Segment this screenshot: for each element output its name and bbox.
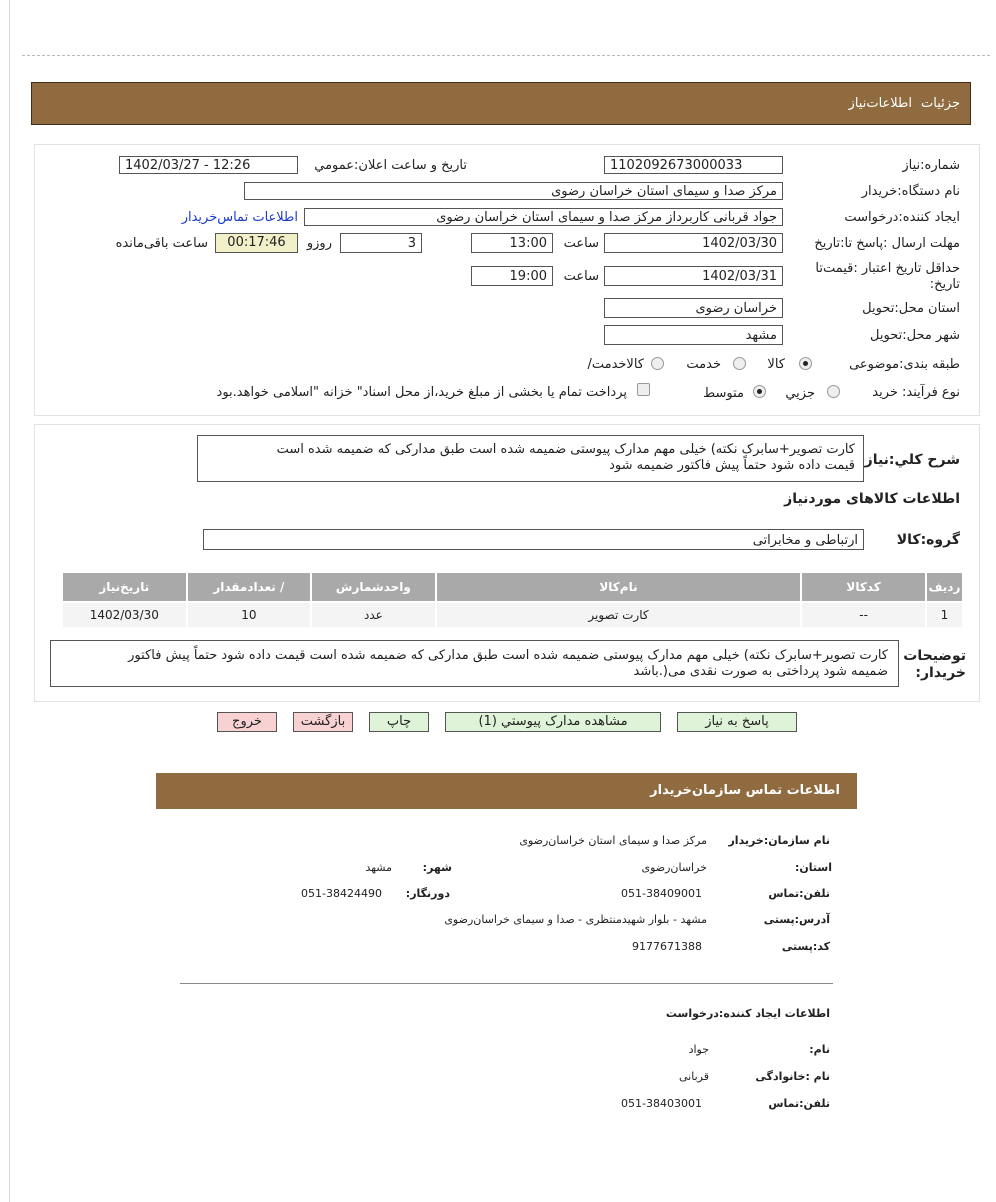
cell-date: 1402/03/30: [63, 603, 186, 627]
remaining-time-field: 00:17:46: [215, 233, 298, 253]
price-validity-label: حداقل تاریخ اعتبار :قیمت‌تا: [815, 261, 960, 276]
goods-group-label: گروه:کالا: [896, 532, 960, 548]
city-field: مشهد: [604, 325, 783, 345]
cell-qty: 10: [188, 603, 311, 627]
contact-city-label: :شهر: [422, 861, 452, 874]
contact-org-label: نام سازمان:خریدار: [728, 834, 830, 847]
province-field: خراسان رضوی: [604, 298, 783, 318]
requester-phone-value: 051-38403001: [621, 1097, 702, 1110]
cell-row: 1: [927, 603, 962, 627]
price-validity-label-2: :تاریخ: [929, 277, 960, 292]
creator-label: ایجاد کننده:درخواست: [844, 210, 960, 225]
remaining-time-label: ساعت باقی‌مانده: [115, 236, 208, 251]
announce-date-label: تاریخ و ساعت اعلان:عمومي: [314, 158, 467, 173]
treasury-payment-label: پرداخت تمام یا بخشی از مبلغ خرید،از محل اسناد" خزانه "اسلامی خواهد.بود: [216, 385, 627, 400]
requester-phone-label: تلفن:تماس: [768, 1097, 830, 1110]
col-unit: واحدشمارش: [312, 573, 435, 601]
respond-button[interactable]: پاسخ به نیاز: [677, 712, 797, 732]
goods-info-heading: اطلاعات کالاهای موردنیاز: [784, 491, 960, 507]
need-number-field: 1102092673000033: [604, 156, 783, 174]
exit-button[interactable]: خروج: [217, 712, 277, 732]
contact-province-value: خراسان‌رضوی: [641, 861, 707, 874]
col-row: ردیف: [927, 573, 962, 601]
tab-details[interactable]: جزئیات: [921, 96, 960, 111]
cell-name: کارت تصویر: [437, 603, 801, 627]
goods-table-wrap: [61, 571, 964, 629]
deadline-date-field: 1402/03/30: [604, 233, 783, 253]
category-goods-service-radio[interactable]: [651, 357, 664, 370]
summary-box: [197, 435, 864, 482]
process-type-label: نوع فرآیند: خرید: [872, 385, 960, 400]
process-partial-label: جزیي: [785, 386, 815, 401]
city-label: شهر محل:تحویل: [870, 328, 960, 343]
contact-postal-label: کد:پستی: [781, 940, 830, 953]
buyer-notes-line-1: کارت تصویر+سابرک نکته) خیلی مهم مدارک پیوستی ضمیمه شده است طبق مدارکی که ضمیمه شده است قیمت داده شود حتماً پیش فاکتور: [128, 648, 888, 663]
cell-code: --: [802, 603, 925, 627]
contact-province-label: :استان: [794, 861, 832, 874]
table-row: [63, 603, 962, 627]
back-button[interactable]: بازگشت: [293, 712, 353, 732]
goods-group-field: ارتباطی و مخابراتی: [203, 529, 864, 550]
goods-table-header: [63, 573, 962, 601]
col-date: تاریخ‌نیاز: [63, 573, 186, 601]
category-service-radio[interactable]: [733, 357, 746, 370]
tab-need-info[interactable]: اطلاعات‌نیاز: [848, 96, 912, 111]
province-label: استان محل:تحویل: [862, 301, 960, 316]
validity-time-field: 19:00: [471, 266, 553, 286]
buyer-notes-label: توضیحات: [903, 648, 966, 664]
contact-address-value: مشهد - بلوار شهیدمنتظری - صدا و سیمای خراسان‌رضوی: [444, 913, 707, 926]
buyer-notes-label-2: :خریدار: [915, 665, 966, 681]
buyer-org-label: نام دستگاه:خریدار: [861, 184, 960, 199]
process-medium-label: متوسط: [703, 386, 744, 401]
contact-divider: [180, 983, 833, 984]
col-code: کدکالا: [802, 573, 925, 601]
deadline-time-field: 13:00: [471, 233, 553, 253]
contact-fax-value: 051-38424490: [301, 887, 382, 900]
print-button[interactable]: چاپ: [369, 712, 429, 732]
attachments-button[interactable]: مشاهده مدارک پیوستي (1): [445, 712, 661, 732]
contact-city-value: مشهد: [365, 861, 392, 874]
summary-line-2: قیمت داده شود حتماً پیش فاکتور ضمیمه شود: [609, 458, 855, 473]
col-qty: / تعدادمقدار: [188, 573, 311, 601]
buyer-contact-link[interactable]: اطلاعات تماس‌خریدار: [181, 210, 298, 225]
requester-family-value: قربانی: [679, 1070, 709, 1083]
contact-phone-value: 051-38409001: [621, 887, 702, 900]
summary-line-1: کارت تصویر+سابرک نکته) خیلی مهم مدارک پیوستی ضمیمه شده است طبق مدارکی که ضمیمه شده است: [276, 442, 855, 457]
process-partial-radio[interactable]: [827, 385, 840, 398]
treasury-payment-checkbox[interactable]: [637, 383, 650, 396]
contact-address-label: آدرس:پستی: [763, 913, 830, 926]
buyer-notes-box: [50, 640, 899, 687]
buyer-org-field: مرکز صدا و سیمای استان خراسان رضوی: [244, 182, 783, 200]
category-goods-service-label: /کالاخدمت: [587, 357, 644, 372]
contact-fax-label: :دورنگار: [405, 887, 450, 900]
contact-postal-value: 9177671388: [632, 940, 702, 953]
requester-name-value: جواد: [688, 1043, 709, 1056]
validity-date-field: 1402/03/31: [604, 266, 783, 286]
contact-section-title: اطلاعات تماس سازمان‌خریدار: [650, 783, 840, 798]
deadline-time-label: ساعت: [563, 236, 599, 251]
cell-unit: عدد: [312, 603, 435, 627]
goods-table: [61, 571, 964, 629]
buyer-notes-line-2: ضمیمه شود پرداختی به صورت نقدی می(.باشد: [633, 664, 888, 679]
category-label: طبقه بندی:موضوعی: [849, 357, 960, 372]
category-goods-radio[interactable]: [799, 357, 812, 370]
requester-title: اطلاعات ایجاد کننده:درخواست: [665, 1007, 830, 1020]
deadline-label: مهلت ارسال :پاسخ تا:تاریخ: [814, 236, 960, 251]
contact-phone-label: تلفن:تماس: [768, 887, 830, 900]
requester-name-label: :نام: [809, 1043, 830, 1056]
category-service-label: خدمت: [686, 357, 721, 372]
summary-label: شرح کلي:نیاز: [864, 452, 960, 468]
days-field: 3: [340, 233, 422, 253]
category-goods-label: کالا: [767, 357, 785, 372]
requester-family-label: نام :خانوادگی: [755, 1070, 830, 1083]
col-name: نام‌کالا: [437, 573, 801, 601]
creator-field: جواد قربانی کاربرداز مرکز صدا و سیمای استان خراسان رضوی: [304, 208, 783, 226]
need-number-label: شماره:نیاز: [902, 158, 960, 173]
validity-time-label: ساعت: [563, 269, 599, 284]
process-medium-radio[interactable]: [753, 385, 766, 398]
contact-org-value: مرکز صدا و سیمای استان خراسان‌رضوی: [519, 834, 707, 847]
left-border-line: [9, 0, 10, 1202]
top-dashed-divider: [22, 55, 990, 56]
page-banner: [31, 82, 971, 125]
announce-date-field: 1402/03/27 - 12:26: [119, 156, 298, 174]
days-label: روزو: [306, 236, 332, 251]
contact-section-header: [156, 773, 857, 809]
